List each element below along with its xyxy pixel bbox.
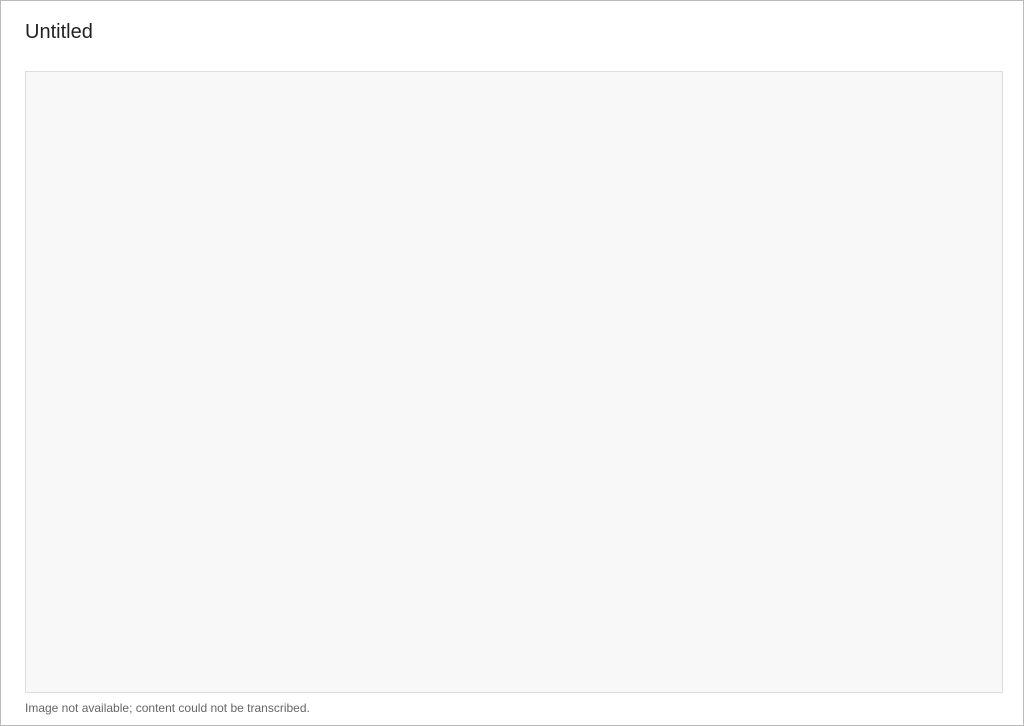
page-note: Image not available; content could not be transcribed. [25, 701, 310, 715]
content-panel [25, 71, 1003, 693]
page-title: Untitled [25, 21, 93, 43]
